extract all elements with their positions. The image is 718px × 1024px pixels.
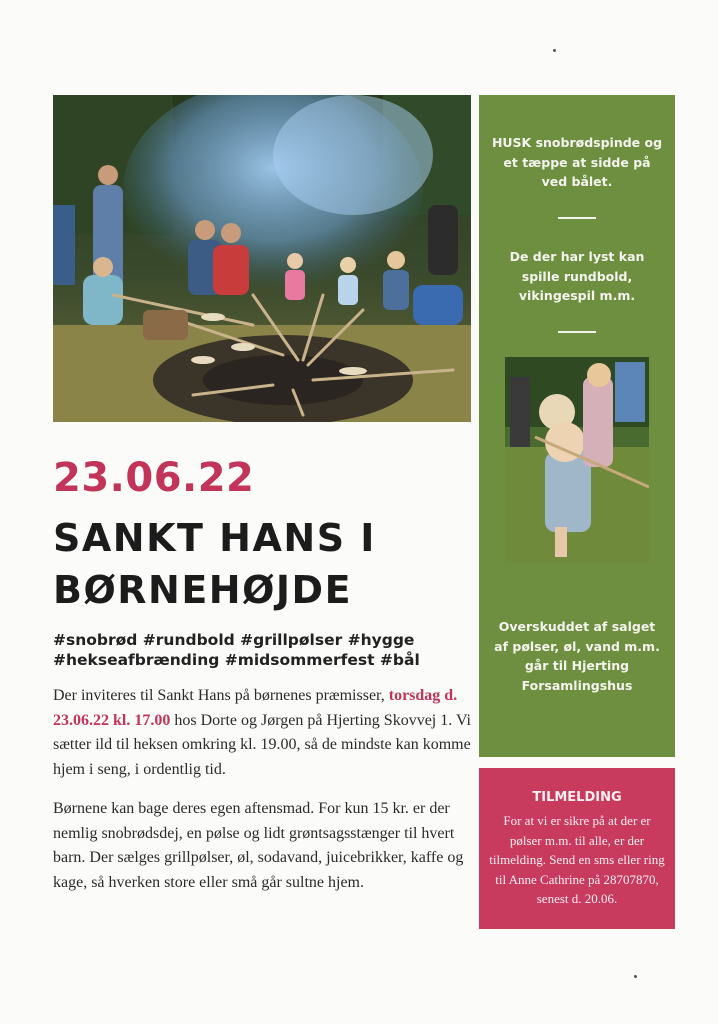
- page-title: [53, 512, 473, 616]
- scan-speck: [634, 975, 637, 978]
- sidebar-activities: De der har lyst kan spille rundbold, vikingespil m.m.: [509, 249, 645, 303]
- hashtags: [53, 630, 473, 670]
- sidebar-proceeds: Overskuddet af salget af pølser, øl, vand m.m. går til Hjerting Forsamlingshus: [494, 619, 660, 693]
- title-line-2: BØRNEHØJDE: [53, 568, 353, 612]
- event-time-highlight: torsdag d. 23.06.22 kl. 17.00: [53, 687, 458, 729]
- scan-speck: [553, 49, 556, 52]
- info-sidebar: [479, 95, 675, 757]
- sidebar-divider: [558, 331, 596, 333]
- signup-heading: TILMELDING: [532, 790, 622, 805]
- sidebar-reminder: HUSK snobrødspinde og et tæppe at sidde på ved bålet.: [491, 135, 663, 189]
- paragraph-1-rest: hos Dorte og Jørgen på Hjerting Skovvej 1. Vi sætter ild til heksen omkring kl. 19.00, så de mindste kan komme hjem i seng, i ordentlig tid.: [53, 711, 471, 778]
- child-photo: [505, 357, 649, 563]
- signup-text: For at vi er sikre på at der er pølser m.m. til alle, er der tilmelding. Send en sms eller ring til Anne Cathrine på 28707870, senest d. 20.06.: [489, 813, 665, 906]
- hashtag-line-1: #snobrød #rundbold #grillpølser #hygge: [53, 631, 415, 649]
- paragraph-1-intro: Der inviteres til Sankt Hans på børnenes præmisser,: [53, 687, 385, 704]
- event-date: 23.06.22: [53, 455, 255, 501]
- sidebar-divider: [558, 217, 596, 219]
- signup-box: [479, 768, 675, 929]
- paragraph-2: Børnene kan bage deres egen aftensmad. For kun 15 kr. er der nemlig snobrødsdej, en pølse og lidt grøntsagsstænger til hvert barn. Der sælges grillpølser, øl, sodavand, juicebrikker, kaffe og kage, så hverken store eller små går sultne hjem.: [53, 800, 464, 891]
- campfire-photo: [53, 95, 471, 422]
- hashtag-line-2: #hekseafbrænding #midsommerfest #bål: [53, 651, 420, 669]
- paragraph-1: [53, 684, 473, 782]
- invitation-text: [53, 684, 473, 910]
- title-line-1: SANKT HANS I: [53, 516, 376, 560]
